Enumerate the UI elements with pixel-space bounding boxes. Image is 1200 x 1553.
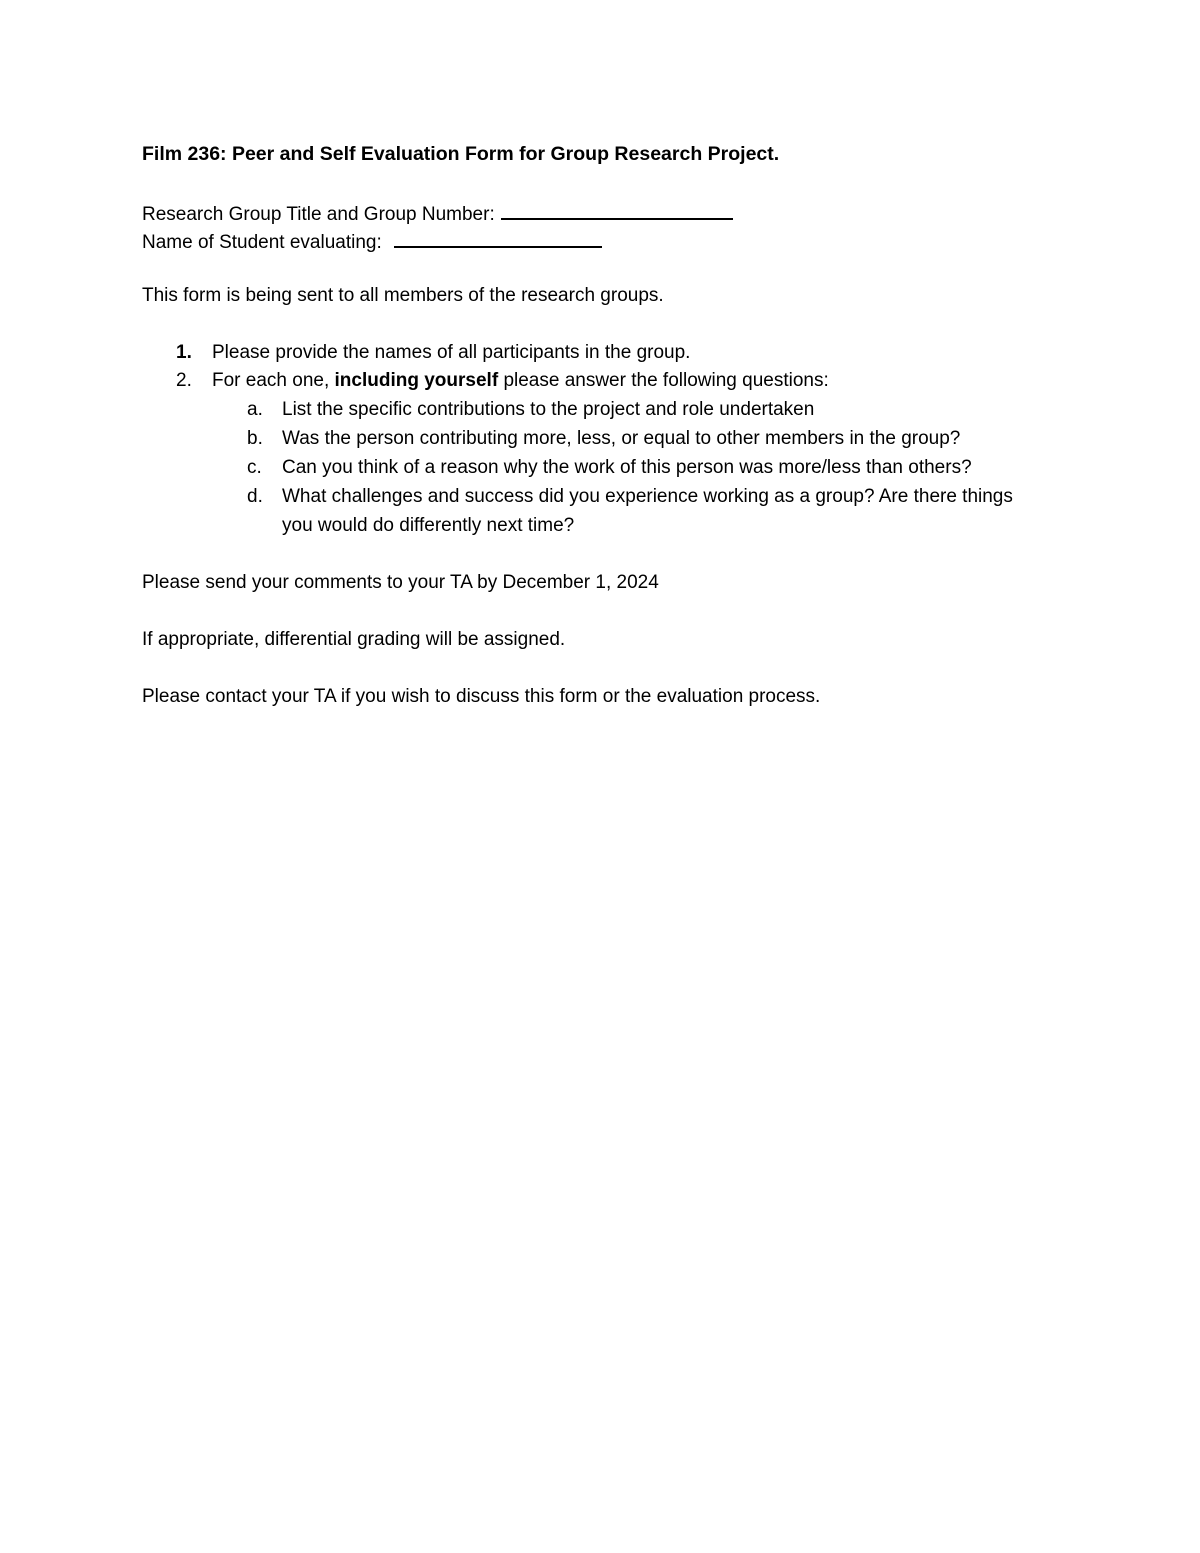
sub-item-letter: d. — [247, 486, 263, 507]
grading-paragraph: If appropriate, differential grading will be assigned. — [142, 629, 566, 650]
spacer — [142, 597, 1062, 626]
intro-paragraph: This form is being sent to all members of the research groups. — [142, 285, 664, 306]
list-item-text: Please provide the names of all participants in the group. — [212, 342, 691, 363]
spacer — [142, 254, 1062, 282]
list-item-text-after: please answer the following questions: — [503, 370, 829, 391]
list-item-number: 2. — [176, 370, 192, 391]
deadline-paragraph: Please send your comments to your TA by December 1, 2024 — [142, 572, 659, 593]
contact-paragraph: Please contact your TA if you wish to discuss this form or the evaluation process. — [142, 686, 821, 707]
student-field-label: Name of Student evaluating: — [142, 232, 382, 253]
student-field-blank[interactable] — [394, 226, 602, 248]
group-field-row — [142, 198, 1062, 226]
sub-item-text: What challenges and success did you experience working as a group? Are there things you would do differently next time? — [282, 486, 1013, 536]
group-field-blank[interactable] — [501, 198, 733, 220]
document-title: Film 236: Peer and Self Evaluation Form for Group Research Project. — [142, 143, 780, 165]
spacer — [142, 168, 1062, 198]
spacer — [142, 310, 1062, 339]
student-field-row — [142, 226, 1062, 254]
list-item — [142, 339, 1062, 367]
sub-item-letter: a. — [247, 399, 263, 420]
instruction-list — [142, 339, 1062, 540]
sub-list-item — [142, 453, 1042, 482]
sub-list-item — [142, 395, 1042, 424]
spacer — [142, 540, 1062, 569]
sub-item-letter: c. — [247, 457, 262, 478]
list-item-text-before: For each one, — [212, 370, 330, 391]
sub-list-item — [142, 424, 1042, 453]
sub-item-text: Can you think of a reason why the work of this person was more/less than others? — [282, 457, 972, 478]
group-field-label: Research Group Title and Group Number: — [142, 204, 495, 225]
list-item — [142, 367, 1062, 395]
spacer — [142, 654, 1062, 683]
sub-item-letter: b. — [247, 428, 263, 449]
sub-list-item — [142, 482, 1042, 540]
document-page — [142, 140, 1062, 711]
list-item-number: 1. — [176, 342, 192, 363]
list-item-emphasis: including yourself — [334, 370, 499, 391]
sub-item-text: List the specific contributions to the project and role undertaken — [282, 399, 815, 420]
sub-item-text: Was the person contributing more, less, or equal to other members in the group? — [282, 428, 961, 449]
